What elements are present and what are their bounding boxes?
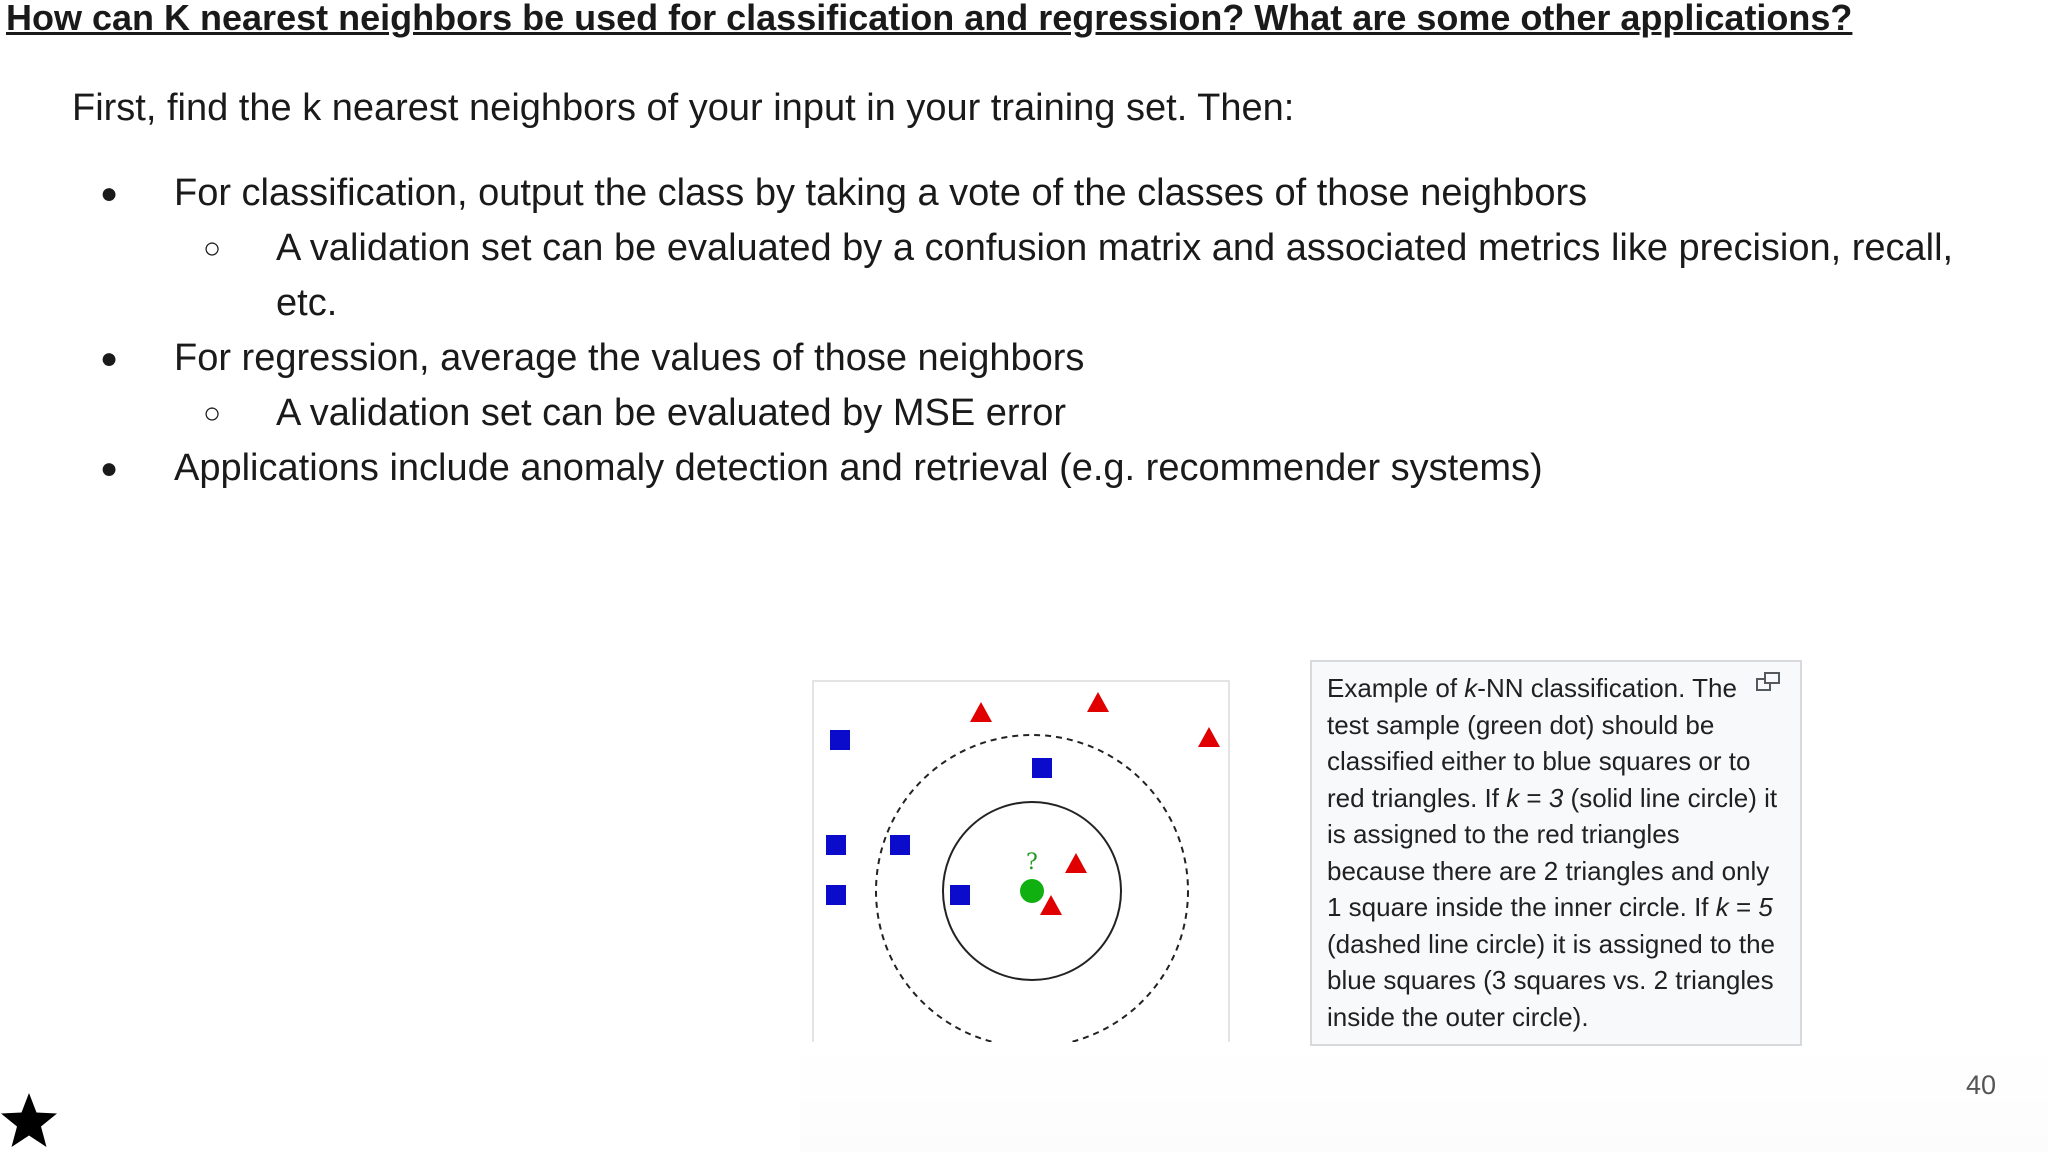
bullet-marker: ● [100,342,119,375]
bullet-marker: ● [100,177,119,210]
intro-text: First, find the k nearest neighbors of your input in your training set. Then: [72,87,1295,129]
caption-var-k: k [1506,782,1520,813]
slide-title: How can K nearest neighbors be used for classification and regression? What are some other applications? [6,0,1853,38]
caption-text: = [1519,782,1549,813]
caption-var-k: k [1464,673,1478,703]
caption-value-5: 5 [1758,892,1773,922]
caption-text: (solid line circle) it is assigned to the red triangles because there are 2 triangles and only 1 square inside the inner circle. If [1327,782,1778,922]
caption-text: (dashed line circle) it is assigned to the blue squares (3 squares vs. 2 triangles inside the outer circle). [1327,928,1776,1032]
blue-square [830,730,850,750]
figure-fade-region [800,1042,2048,1152]
blue-square [826,885,846,905]
sub-bullet-text: A validation set can be evaluated by a confusion matrix and associated metrics like precision, recall, etc. [276,227,1954,324]
caption-text: = [1728,892,1759,922]
bullet-list [0,166,2048,496]
caption-value-3: 3 [1548,782,1564,813]
bullet-applications [0,441,2048,496]
green-test-point [1020,879,1044,903]
blue-square [890,835,910,855]
bullet-text: For classification, output the class by taking a vote of the classes of those neighbors [174,172,1588,214]
sub-bullet-text: A validation set can be evaluated by MSE error [276,392,1067,434]
red-triangle [1065,853,1087,873]
caption-text: Example of [1327,673,1465,703]
page-number: 40 [1966,1070,1997,1100]
enlarge-icon[interactable] [1756,672,1780,692]
bullet-regression [0,331,2048,386]
blue-square [826,835,846,855]
sub-bullet-marker: ○ [203,232,222,265]
bullet-text: For regression, average the values of those neighbors [174,337,1085,379]
bullet-text: Applications include anomaly detection and retrieval (e.g. recommender systems) [174,447,1543,489]
sub-bullet-mse [0,386,2048,441]
caption-text: -NN classification. The test sample (green dot) should be classified either to blue squares or to red triangles. If [1327,673,1751,813]
figure-caption [1310,660,1802,1046]
red-triangle [1040,895,1062,915]
red-triangle [1198,727,1220,747]
blue-square [950,885,970,905]
star-icon [0,1090,60,1152]
blue-square [1032,758,1052,778]
bullet-marker: ● [100,452,119,485]
caption-var-k: k [1715,892,1729,922]
sub-bullet-marker: ○ [203,397,222,430]
knn-diagram-svg [814,682,1228,1044]
knn-diagram [812,680,1230,1046]
red-triangle [970,702,992,722]
question-mark-label: ? [1026,850,1038,875]
bullet-classification [0,166,2048,221]
red-triangle [1087,692,1109,712]
sub-bullet-confusion-matrix [0,221,2048,331]
